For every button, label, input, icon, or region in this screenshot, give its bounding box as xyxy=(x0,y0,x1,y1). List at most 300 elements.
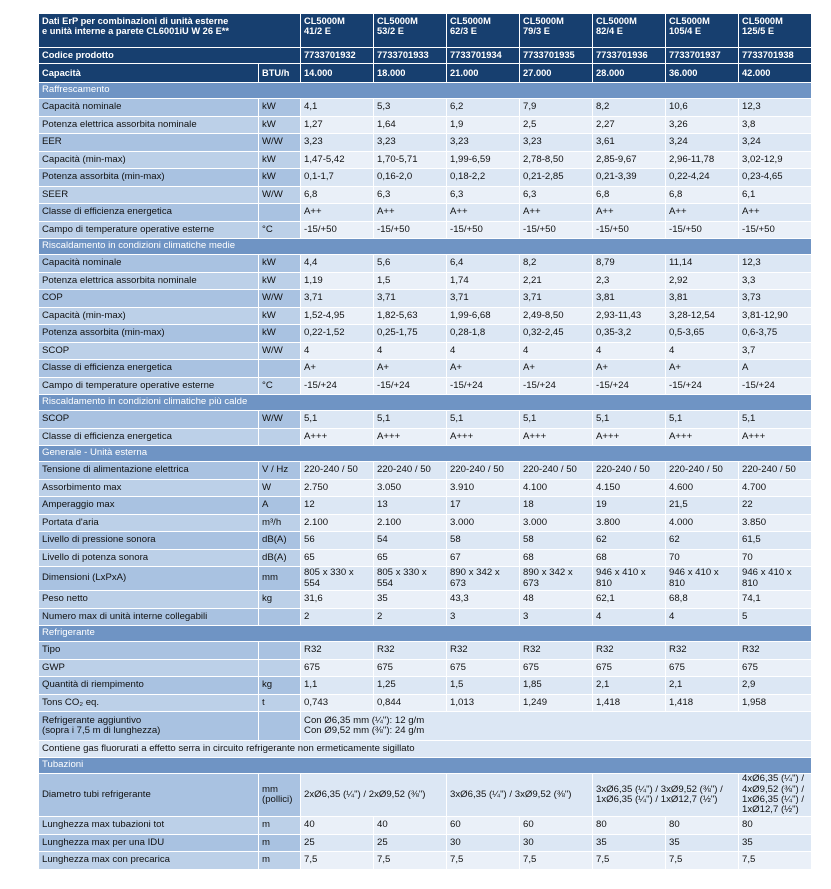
row-value: 18 xyxy=(520,497,593,515)
pipe-unit-line: mm xyxy=(262,783,278,795)
row-value: 80 xyxy=(739,817,812,835)
row-value: 54 xyxy=(374,532,447,550)
row-value: 4 xyxy=(520,342,593,360)
row-value: 58 xyxy=(520,532,593,550)
row-value: 220-240 / 50 xyxy=(520,462,593,480)
row-value: 61,5 xyxy=(739,532,812,550)
row-label: Lunghezza max per una IDU xyxy=(39,834,259,852)
row-label: Capacità nominale xyxy=(39,255,259,273)
row-value: 6,3 xyxy=(447,186,520,204)
row-value: -15/+24 xyxy=(447,377,520,395)
capacity-value: 18.000 xyxy=(374,64,447,83)
row-value-line: 673 xyxy=(450,577,467,589)
row-value: A++ xyxy=(593,204,666,222)
data-row xyxy=(39,834,812,852)
row-value: 3.910 xyxy=(447,479,520,497)
row-unit: kW xyxy=(259,99,301,117)
row-value: 5,1 xyxy=(666,411,739,429)
row-value: 58 xyxy=(447,532,520,550)
row-value: 1,52-4,95 xyxy=(301,307,374,325)
pipe-group-3-line: 1xØ6,35 (¼") / 1xØ12,7 (½") xyxy=(596,794,718,805)
row-value: 7,5 xyxy=(739,852,812,870)
row-unit: kW xyxy=(259,116,301,134)
row-value: 5,1 xyxy=(447,411,520,429)
row-value: 3.000 xyxy=(447,514,520,532)
row-value: 4.600 xyxy=(666,479,739,497)
row-value: 35 xyxy=(593,834,666,852)
data-row xyxy=(39,342,812,360)
pipe-group-4-line: 4xØ9,52 (⅜") / xyxy=(742,783,805,795)
row-value: 1,013 xyxy=(447,694,520,712)
row-value: -15/+50 xyxy=(739,221,812,239)
row-value: 1,249 xyxy=(520,694,593,712)
row-value: 5,6 xyxy=(374,255,447,273)
row-value: -15/+24 xyxy=(301,377,374,395)
data-row xyxy=(39,116,812,134)
row-value: A+++ xyxy=(666,428,739,446)
data-row xyxy=(39,255,812,273)
row-value: 3,3 xyxy=(739,272,812,290)
row-value: 7,5 xyxy=(593,852,666,870)
row-unit: W/W xyxy=(259,411,301,429)
row-label: GWP xyxy=(39,659,259,677)
row-label: Assorbimento max xyxy=(39,479,259,497)
row-value: 0,23-4,65 xyxy=(739,169,812,187)
data-row xyxy=(39,411,812,429)
row-value: 1,958 xyxy=(739,694,812,712)
row-value: 6,3 xyxy=(520,186,593,204)
row-unit: m xyxy=(259,817,301,835)
row-value: 4.150 xyxy=(593,479,666,497)
row-value: 3.800 xyxy=(593,514,666,532)
row-value: 65 xyxy=(374,549,447,567)
row-value: 6,8 xyxy=(301,186,374,204)
section-title: Riscaldamento in condizioni climatiche medie xyxy=(39,239,812,255)
row-value: R32 xyxy=(593,642,666,660)
section-header-row xyxy=(39,83,812,99)
row-label: Quantità di riempimento xyxy=(39,677,259,695)
row-value: 2,27 xyxy=(593,116,666,134)
section-title: Tubazioni xyxy=(39,758,812,774)
data-row xyxy=(39,169,812,187)
row-value: 2,96-11,78 xyxy=(666,151,739,169)
section-title: Riscaldamento in condizioni climatiche più calde xyxy=(39,395,812,411)
row-unit xyxy=(259,204,301,222)
row-value: A+ xyxy=(374,360,447,378)
row-value: 675 xyxy=(593,659,666,677)
row-value: 5,1 xyxy=(374,411,447,429)
product-code: 7733701938 xyxy=(739,48,812,64)
row-label: Classe di efficienza energetica xyxy=(39,428,259,446)
row-value-line: 810 xyxy=(669,577,686,589)
row-value: 13 xyxy=(374,497,447,515)
row-unit: W/W xyxy=(259,186,301,204)
model-name-line: CL5000M xyxy=(669,16,710,26)
row-value: 30 xyxy=(447,834,520,852)
data-row xyxy=(39,428,812,446)
row-value: 0,25-1,75 xyxy=(374,325,447,343)
row-label: Livello di pressione sonora xyxy=(39,532,259,550)
data-row xyxy=(39,549,812,567)
row-value-line: 946 x 410 x xyxy=(669,567,719,579)
data-row xyxy=(39,817,812,835)
row-value: 220-240 / 50 xyxy=(447,462,520,480)
row-label: EER xyxy=(39,134,259,152)
row-value: 8,2 xyxy=(520,255,593,273)
row-unit: W/W xyxy=(259,290,301,308)
row-value: A++ xyxy=(301,204,374,222)
capacity-value: 42.000 xyxy=(739,64,812,83)
row-value: 0,22-4,24 xyxy=(666,169,739,187)
row-value: A+ xyxy=(447,360,520,378)
row-value: -15/+24 xyxy=(374,377,447,395)
row-value: -15/+50 xyxy=(447,221,520,239)
pipe-group-3 xyxy=(593,774,739,817)
row-unit: W xyxy=(259,479,301,497)
row-value: 2,1 xyxy=(666,677,739,695)
row-value-line: 810 xyxy=(596,577,613,589)
row-value: 70 xyxy=(666,549,739,567)
model-name xyxy=(739,14,812,48)
additional-label-line: (sopra i 7,5 m di lunghezza) xyxy=(42,725,161,736)
row-value: 2 xyxy=(374,608,447,626)
data-row xyxy=(39,307,812,325)
row-label: SCOP xyxy=(39,342,259,360)
data-row xyxy=(39,677,812,695)
model-name-line: CL5000M xyxy=(523,16,564,26)
row-value: 1,19 xyxy=(301,272,374,290)
row-unit xyxy=(259,428,301,446)
capacity-value: 28.000 xyxy=(593,64,666,83)
row-label: SCOP xyxy=(39,411,259,429)
row-value: 0,1-1,7 xyxy=(301,169,374,187)
row-value: 1,25 xyxy=(374,677,447,695)
row-unit: °C xyxy=(259,221,301,239)
row-value: 67 xyxy=(447,549,520,567)
row-value: 5,1 xyxy=(301,411,374,429)
data-row xyxy=(39,272,812,290)
row-label: Livello di potenza sonora xyxy=(39,549,259,567)
model-name-line: 105/4 E xyxy=(669,26,702,37)
row-label: Potenza assorbita (min-max) xyxy=(39,325,259,343)
row-value: 4 xyxy=(593,342,666,360)
row-value: 4,1 xyxy=(301,99,374,117)
row-value: A++ xyxy=(666,204,739,222)
row-value: 2,21 xyxy=(520,272,593,290)
row-value: 60 xyxy=(447,817,520,835)
row-label: Tons CO₂ eq. xyxy=(39,694,259,712)
row-value: 6,3 xyxy=(374,186,447,204)
row-value: 0,32-2,45 xyxy=(520,325,593,343)
row-value: 12,3 xyxy=(739,99,812,117)
row-value: 1,47-5,42 xyxy=(301,151,374,169)
row-value: 3,81 xyxy=(593,290,666,308)
row-unit: kW xyxy=(259,151,301,169)
row-value: 3,7 xyxy=(739,342,812,360)
pipe-group-1: 2xØ6,35 (¼") / 2xØ9,52 (⅜") xyxy=(301,774,447,817)
row-value: 6,2 xyxy=(447,99,520,117)
data-row xyxy=(39,479,812,497)
row-value: 68 xyxy=(520,549,593,567)
row-unit: mm xyxy=(259,567,301,591)
section-header-row xyxy=(39,446,812,462)
section-header-row xyxy=(39,395,812,411)
additional-refrigerant-row xyxy=(39,712,812,741)
row-value: 6,8 xyxy=(666,186,739,204)
row-unit: t xyxy=(259,694,301,712)
row-value: 1,74 xyxy=(447,272,520,290)
row-value: 7,5 xyxy=(374,852,447,870)
data-row xyxy=(39,608,812,626)
row-value: 1,99-6,59 xyxy=(447,151,520,169)
row-value: 12,3 xyxy=(739,255,812,273)
row-value: A++ xyxy=(374,204,447,222)
row-value: 19 xyxy=(593,497,666,515)
additional-value-line: Con Ø9,52 mm (⅜"): 24 g/m xyxy=(304,725,425,736)
capacity-value: 21.000 xyxy=(447,64,520,83)
row-value: 3,71 xyxy=(301,290,374,308)
row-value: 62,1 xyxy=(593,591,666,609)
row-value: 1,1 xyxy=(301,677,374,695)
row-value: 1,418 xyxy=(666,694,739,712)
row-value: A+++ xyxy=(593,428,666,446)
row-value: 40 xyxy=(374,817,447,835)
row-value-line: 946 x 410 x xyxy=(742,567,792,579)
row-value: 62 xyxy=(593,532,666,550)
row-label: Classe di efficienza energetica xyxy=(39,204,259,222)
fgas-note: Contiene gas fluorurati a effetto serra in circuito refrigerante non ermeticamente sigillato xyxy=(39,741,812,758)
row-value: 8,79 xyxy=(593,255,666,273)
row-value: 80 xyxy=(593,817,666,835)
row-value: 3 xyxy=(447,608,520,626)
row-value: A+++ xyxy=(374,428,447,446)
row-value: 30 xyxy=(520,834,593,852)
row-value: R32 xyxy=(666,642,739,660)
capacity-value: 14.000 xyxy=(301,64,374,83)
row-value: 0,6-3,75 xyxy=(739,325,812,343)
additional-label-line: Refrigerante aggiuntivo xyxy=(42,714,142,726)
row-label: Amperaggio max xyxy=(39,497,259,515)
row-value: 17 xyxy=(447,497,520,515)
row-label: Classe di efficienza energetica xyxy=(39,360,259,378)
model-name-line: 82/4 E xyxy=(596,26,623,37)
row-value: 35 xyxy=(666,834,739,852)
data-row xyxy=(39,852,812,870)
row-value: 675 xyxy=(666,659,739,677)
row-value: 675 xyxy=(520,659,593,677)
data-row xyxy=(39,151,812,169)
table-title-line: e unità interne a parete CL6001iU W 26 E** xyxy=(42,26,230,37)
row-value: 1,82-5,63 xyxy=(374,307,447,325)
row-value: 4 xyxy=(593,608,666,626)
data-row xyxy=(39,186,812,204)
row-value: 4 xyxy=(374,342,447,360)
model-name xyxy=(666,14,739,48)
row-value: A+++ xyxy=(739,428,812,446)
row-value: 1,5 xyxy=(374,272,447,290)
row-value: 74,1 xyxy=(739,591,812,609)
row-value: 6,4 xyxy=(447,255,520,273)
row-value-line: 890 x 342 x xyxy=(450,567,500,579)
row-value: 70 xyxy=(739,549,812,567)
pipe-group-2: 3xØ6,35 (¼") / 3xØ9,52 (⅜") xyxy=(447,774,593,817)
row-value: 0,21-2,85 xyxy=(520,169,593,187)
product-code: 7733701934 xyxy=(447,48,520,64)
row-value: A++ xyxy=(739,204,812,222)
data-row xyxy=(39,325,812,343)
row-unit: m xyxy=(259,834,301,852)
row-value-line: 946 x 410 x xyxy=(596,567,646,579)
row-unit: kW xyxy=(259,255,301,273)
row-value: 1,9 xyxy=(447,116,520,134)
row-value: 0,844 xyxy=(374,694,447,712)
row-value: 3.850 xyxy=(739,514,812,532)
section-title: Refrigerante xyxy=(39,626,812,642)
row-value-line: 673 xyxy=(523,577,540,589)
row-value: 7,9 xyxy=(520,99,593,117)
row-value: R32 xyxy=(374,642,447,660)
row-value: 56 xyxy=(301,532,374,550)
row-label: Peso netto xyxy=(39,591,259,609)
row-unit: kW xyxy=(259,325,301,343)
row-label: Capacità (min-max) xyxy=(39,307,259,325)
row-value: -15/+24 xyxy=(739,377,812,395)
row-value xyxy=(374,567,447,591)
row-value xyxy=(593,567,666,591)
model-name xyxy=(301,14,374,48)
header-code-row xyxy=(39,48,812,64)
row-value: 0,743 xyxy=(301,694,374,712)
row-value: A+++ xyxy=(301,428,374,446)
row-value: 675 xyxy=(301,659,374,677)
data-row xyxy=(39,642,812,660)
row-value: 0,22-1,52 xyxy=(301,325,374,343)
row-unit: dB(A) xyxy=(259,532,301,550)
model-name-line: CL5000M xyxy=(450,16,491,26)
row-value: 3,71 xyxy=(374,290,447,308)
row-value: 62 xyxy=(666,532,739,550)
row-value-line: 554 xyxy=(304,577,321,589)
row-value: 7,5 xyxy=(447,852,520,870)
row-value: 3,81-12,90 xyxy=(739,307,812,325)
row-unit: °C xyxy=(259,377,301,395)
row-value: 43,3 xyxy=(447,591,520,609)
model-name-line: CL5000M xyxy=(596,16,637,26)
row-label: COP xyxy=(39,290,259,308)
row-value: 31,6 xyxy=(301,591,374,609)
row-value: 4,4 xyxy=(301,255,374,273)
row-label: Dimensioni (LxPxA) xyxy=(39,567,259,591)
row-value: 35 xyxy=(374,591,447,609)
row-value: 7,5 xyxy=(666,852,739,870)
row-value: 35 xyxy=(739,834,812,852)
pipe-label: Diametro tubi refrigerante xyxy=(39,774,259,817)
erp-data-table-container xyxy=(38,13,809,870)
row-value: A+ xyxy=(666,360,739,378)
row-label: Potenza assorbita (min-max) xyxy=(39,169,259,187)
row-value-line: 810 xyxy=(742,577,759,589)
row-value: 68 xyxy=(593,549,666,567)
row-unit: W/W xyxy=(259,342,301,360)
data-row xyxy=(39,204,812,222)
row-value: 3.050 xyxy=(374,479,447,497)
row-value: 220-240 / 50 xyxy=(593,462,666,480)
row-value xyxy=(447,567,520,591)
row-value: 6,8 xyxy=(593,186,666,204)
pipe-group-4-line: 1xØ6,35 (¼") / xyxy=(742,794,805,805)
data-row xyxy=(39,360,812,378)
row-value: -15/+24 xyxy=(593,377,666,395)
row-value: 2,5 xyxy=(520,116,593,134)
row-value: 4 xyxy=(666,342,739,360)
capacity-value: 27.000 xyxy=(520,64,593,83)
row-value: 675 xyxy=(739,659,812,677)
row-unit: W/W xyxy=(259,134,301,152)
additional-unit xyxy=(259,712,301,741)
row-value: 0,16-2,0 xyxy=(374,169,447,187)
row-value: 25 xyxy=(301,834,374,852)
row-value: A++ xyxy=(447,204,520,222)
pipe-group-4-line: 1xØ12,7 (½") xyxy=(742,804,799,816)
row-unit xyxy=(259,659,301,677)
row-value: 2,78-8,50 xyxy=(520,151,593,169)
row-unit xyxy=(259,360,301,378)
row-value: 1,70-5,71 xyxy=(374,151,447,169)
row-value: 48 xyxy=(520,591,593,609)
row-value: 3,02-12,9 xyxy=(739,151,812,169)
capacity-unit: BTU/h xyxy=(259,64,301,83)
model-name xyxy=(374,14,447,48)
row-value: 4.700 xyxy=(739,479,812,497)
data-row xyxy=(39,567,812,591)
row-value: 1,99-6,68 xyxy=(447,307,520,325)
row-value: A+ xyxy=(593,360,666,378)
row-value: 3,71 xyxy=(520,290,593,308)
section-header-row xyxy=(39,626,812,642)
pipe-group-4 xyxy=(739,774,812,817)
data-row xyxy=(39,462,812,480)
row-value: 3,24 xyxy=(666,134,739,152)
data-row xyxy=(39,134,812,152)
row-value: 2,85-9,67 xyxy=(593,151,666,169)
model-name-line: CL5000M xyxy=(742,16,783,26)
section-header-row xyxy=(39,758,812,774)
product-code: 7733701936 xyxy=(593,48,666,64)
row-value: 1,5 xyxy=(447,677,520,695)
model-name xyxy=(520,14,593,48)
row-value: 3,8 xyxy=(739,116,812,134)
model-name-line: 62/3 E xyxy=(450,26,477,37)
data-row xyxy=(39,497,812,515)
row-value: 3,23 xyxy=(301,134,374,152)
section-title: Generale - Unità esterna xyxy=(39,446,812,462)
row-value: 5,3 xyxy=(374,99,447,117)
product-code: 7733701933 xyxy=(374,48,447,64)
row-value: 675 xyxy=(447,659,520,677)
row-unit: kg xyxy=(259,591,301,609)
data-row xyxy=(39,221,812,239)
row-value-line: 805 x 330 x xyxy=(377,567,427,579)
row-value: 3,23 xyxy=(374,134,447,152)
pipe-unit xyxy=(259,774,301,817)
row-unit xyxy=(259,642,301,660)
row-value-line: 805 x 330 x xyxy=(304,567,354,579)
row-value: -15/+24 xyxy=(520,377,593,395)
pipe-unit-line: (pollici) xyxy=(262,794,293,805)
row-value: 4 xyxy=(301,342,374,360)
row-value: 220-240 / 50 xyxy=(666,462,739,480)
model-name-line: 53/2 E xyxy=(377,26,404,37)
